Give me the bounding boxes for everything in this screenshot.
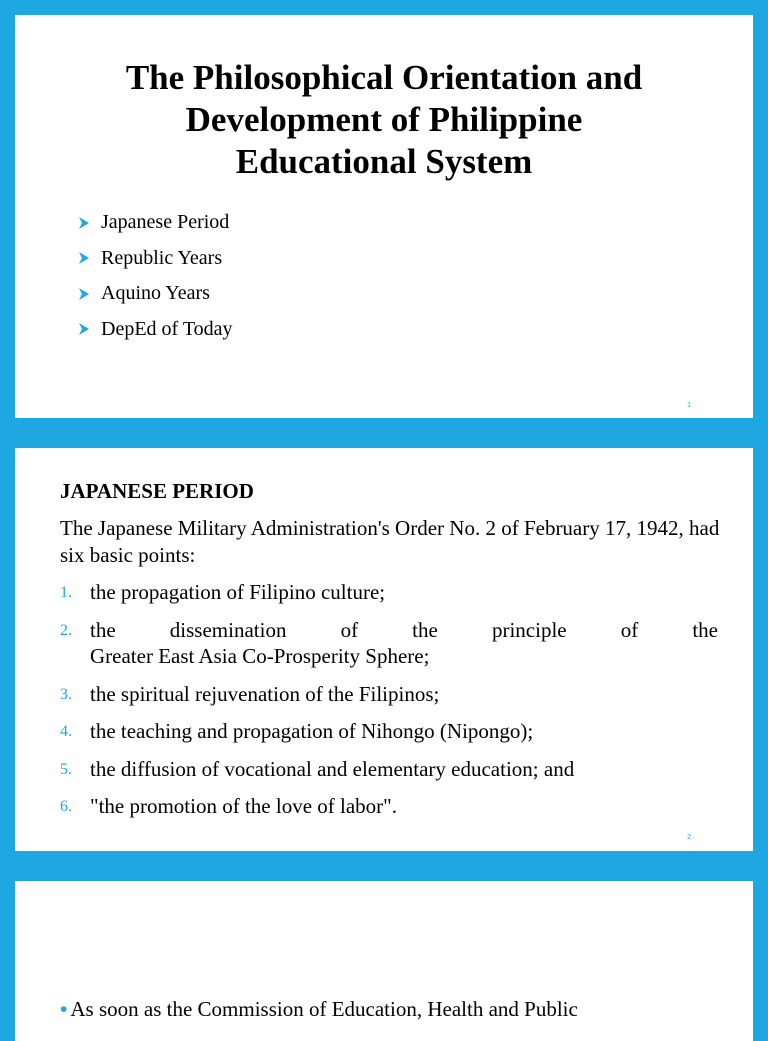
slide-1-title: [15, 57, 753, 183]
topic-label: Aquino Years: [101, 282, 210, 304]
arrowhead-bullet-icon: [79, 217, 89, 229]
basic-points-list: [60, 579, 718, 831]
topic-item: [79, 205, 233, 241]
topic-list: [79, 205, 233, 347]
topic-label: DepEd of Today: [101, 317, 233, 340]
item-text: "the promotion of the love of labor".: [90, 794, 397, 818]
intro-paragraph: The Japanese Military Administration's Order No. 2 of February 17, 1942, had six basic points:: [60, 516, 720, 567]
topic-label: Republic Years: [101, 246, 223, 269]
title-line-3: Educational System: [235, 142, 533, 181]
arrowhead-bullet-icon: [79, 288, 89, 300]
slide-2: [15, 448, 753, 851]
item-text-line-1: the dissemination of the principle of the: [90, 617, 718, 642]
arrowhead-bullet-icon: [79, 323, 89, 335]
item-number: 6.: [60, 798, 72, 815]
topic-item: [79, 241, 233, 277]
bullet-paragraph: [60, 997, 578, 1022]
item-number: 5.: [60, 760, 72, 778]
section-heading: JAPANESE PERIOD: [60, 479, 254, 503]
item-text-line-2: Greater East Asia Co-Prosperity Sphere;: [90, 644, 430, 668]
item-number: 2.: [60, 621, 72, 639]
list-item: [60, 681, 718, 708]
item-text: the teaching and propagation of Nihongo (Nipongo);: [90, 719, 534, 743]
list-item: [60, 756, 718, 783]
topic-item: [79, 276, 233, 312]
list-item: [60, 793, 718, 820]
bullet-text: As soon as the Commission of Education, Health and Public: [70, 997, 578, 1021]
slide-3: [15, 881, 753, 1041]
list-item: [60, 579, 718, 606]
title-line-2: Development of Philippine: [185, 100, 583, 139]
topic-label: Japanese Period: [101, 211, 230, 233]
slide-1: [15, 15, 753, 418]
item-text: the spiritual rejuvenation of the Filipinos;: [90, 681, 440, 706]
list-item: [60, 718, 718, 745]
item-number: 4.: [60, 723, 72, 740]
topic-item: [79, 312, 233, 348]
item-number: 1.: [60, 584, 72, 601]
slide-number: 2: [687, 834, 691, 841]
item-text: the diffusion of vocational and elementary education; and: [90, 756, 575, 781]
slide-number: 1: [687, 402, 691, 409]
item-number: 3.: [60, 685, 72, 703]
arrowhead-bullet-icon: [79, 252, 89, 264]
title-line-1: The Philosophical Orientation and: [125, 58, 643, 97]
list-item: [60, 617, 718, 670]
item-text: the propagation of Filipino culture;: [90, 580, 386, 604]
dot-bullet-icon: •: [60, 998, 68, 1021]
